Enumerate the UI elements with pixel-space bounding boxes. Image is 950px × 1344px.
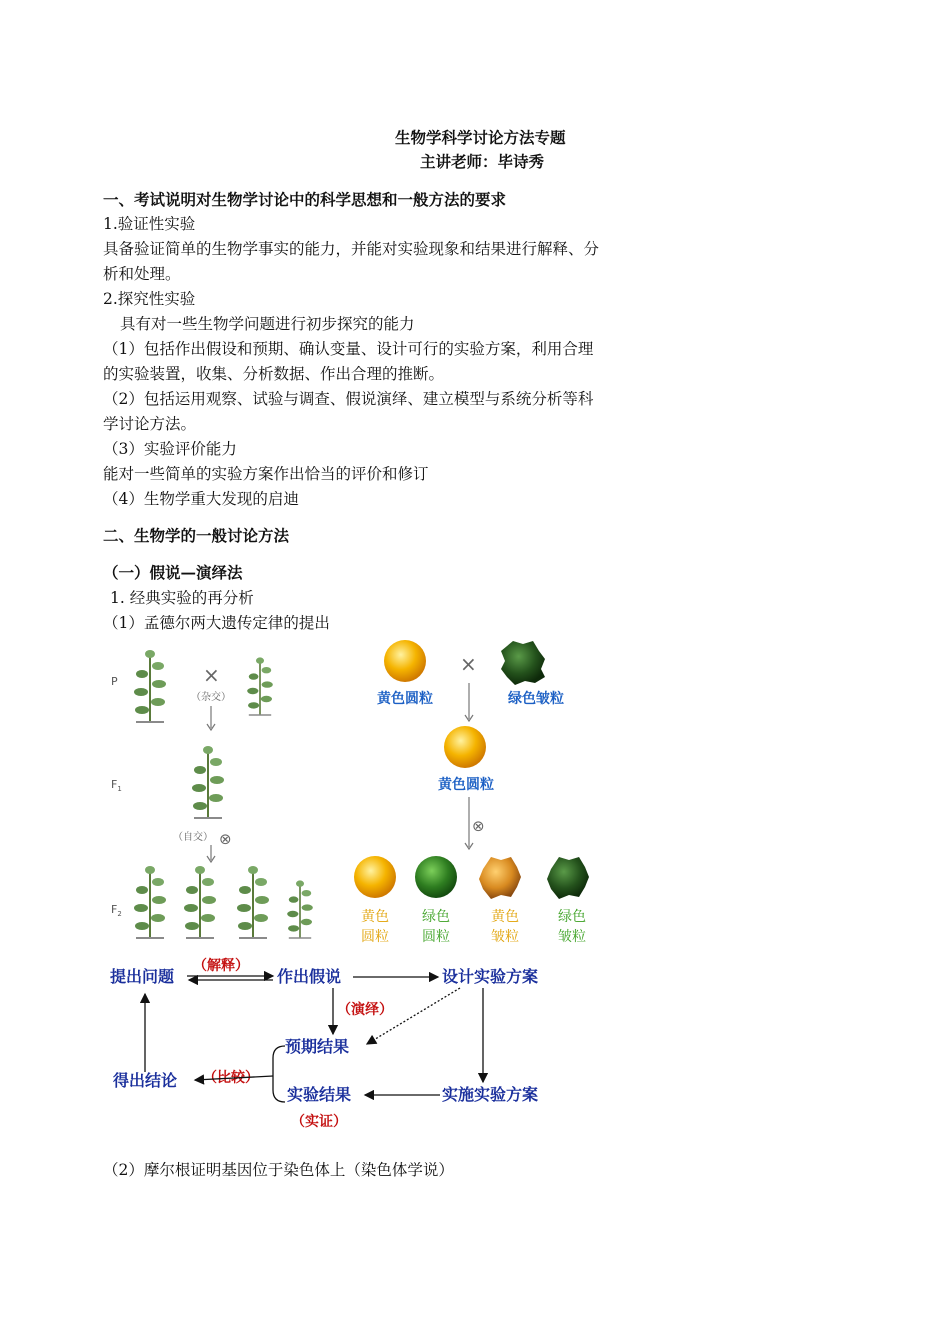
plant-cross-figure (105, 640, 335, 950)
p-generation-label: P (111, 675, 118, 688)
f2-green-round (415, 856, 457, 898)
parent-left-label: 黄色圆粒 (377, 691, 433, 707)
mendel-paragraph: （1）孟德尔两大遗传定律的提出 (103, 614, 330, 632)
section2-heading: 二、生物学的一般讨论方法 (103, 526, 290, 545)
edge-label-deduce: （演绎） (337, 1002, 393, 1018)
f2-yellow-wrinkled (479, 857, 521, 899)
p1-line1: （1）包括作出假设和预期、确认变量、设计可行的实验方案，利用合理 (103, 340, 594, 358)
node-raise-question: 提出问题 (110, 967, 175, 986)
self-symbol: ⊗ (219, 830, 232, 848)
node-make-hypothesis: 作出假说 (277, 967, 342, 986)
item2-title: 2.探究性实验 (103, 290, 196, 308)
f2-label-2-top: 绿色 (422, 909, 450, 925)
item2-intro: 具有对一些生物学问题进行初步探究的能力 (120, 315, 415, 333)
p3-title: （3）实验评价能力 (103, 440, 237, 458)
f1-pea (444, 726, 486, 768)
p1-line2: 的实验装置，收集、分析数据、作出合理的推断。 (103, 365, 445, 383)
p2-line2: 学讨论方法。 (103, 415, 197, 433)
f2-yellow-round (354, 856, 396, 898)
edge-label-verify: （实证） (291, 1114, 347, 1130)
hypothetico-deductive-flowchart (105, 950, 575, 1135)
f1-pea-label: 黄色圆粒 (438, 777, 494, 793)
pea-cross-symbol: × (460, 652, 477, 676)
item1-line1: 具备验证简单的生物学事实的能力，并能对实验现象和结果进行解释、分 (103, 240, 600, 258)
subsection-heading: （一）假说—演绎法 (103, 563, 243, 582)
section1-heading: 一、考试说明对生物学讨论中的科学思想和一般方法的要求 (103, 190, 507, 209)
p4-title: （4）生物学重大发现的启迪 (103, 490, 299, 508)
edge-label-explain: （解释） (193, 958, 249, 974)
f2-label-1-bottom: 圆粒 (361, 929, 389, 945)
morgan-paragraph: （2）摩尔根证明基因位于染色体上（染色体学说） (103, 1161, 454, 1179)
f2-label-1-top: 黄色 (361, 909, 389, 925)
f2-label-3-bottom: 皱粒 (491, 929, 519, 945)
node-draw-conclusion: 得出结论 (113, 1071, 178, 1090)
edge-label-compare: （比较） (203, 1070, 259, 1086)
subsection-item: 1. 经典实验的再分析 (110, 589, 254, 607)
f2-label-2-bottom: 圆粒 (422, 929, 450, 945)
parent-right-label: 绿色皱粒 (508, 691, 564, 707)
pea-self-symbol: ⊗ (472, 817, 485, 835)
self-label: （自交） (173, 832, 213, 843)
green-wrinkled-pea (501, 641, 545, 685)
f1-generation-label: $F_1$ (111, 778, 122, 793)
node-expected-result: 预期结果 (285, 1037, 350, 1056)
f2-label-3-top: 黄色 (491, 909, 519, 925)
f2-generation-label: $F_2$ (111, 903, 122, 918)
p2-line1: （2）包括运用观察、试验与调查、假说演绎、建立模型与系统分析等科 (103, 390, 594, 408)
cross-symbol: × (203, 663, 220, 687)
pea-cross-figure (345, 635, 605, 950)
node-experiment-result: 实验结果 (287, 1085, 352, 1104)
item1-line2: 析和处理。 (103, 265, 181, 283)
lecturer-line: 主讲老师：毕诗秀 (420, 152, 545, 171)
f2-label-4-top: 绿色 (558, 909, 586, 925)
f2-green-wrinkled (547, 857, 589, 899)
f2-label-4-bottom: 皱粒 (558, 929, 586, 945)
node-implement-experiment: 实施实验方案 (442, 1085, 539, 1104)
item1-title: 1.验证性实验 (103, 215, 196, 233)
cross-label: （杂交） (191, 692, 231, 703)
yellow-round-pea (384, 640, 426, 682)
node-design-experiment: 设计实验方案 (442, 967, 539, 986)
p3-desc: 能对一些简单的实验方案作出恰当的评价和修订 (103, 465, 429, 483)
page-title: 生物学科学讨论方法专题 (395, 128, 566, 147)
